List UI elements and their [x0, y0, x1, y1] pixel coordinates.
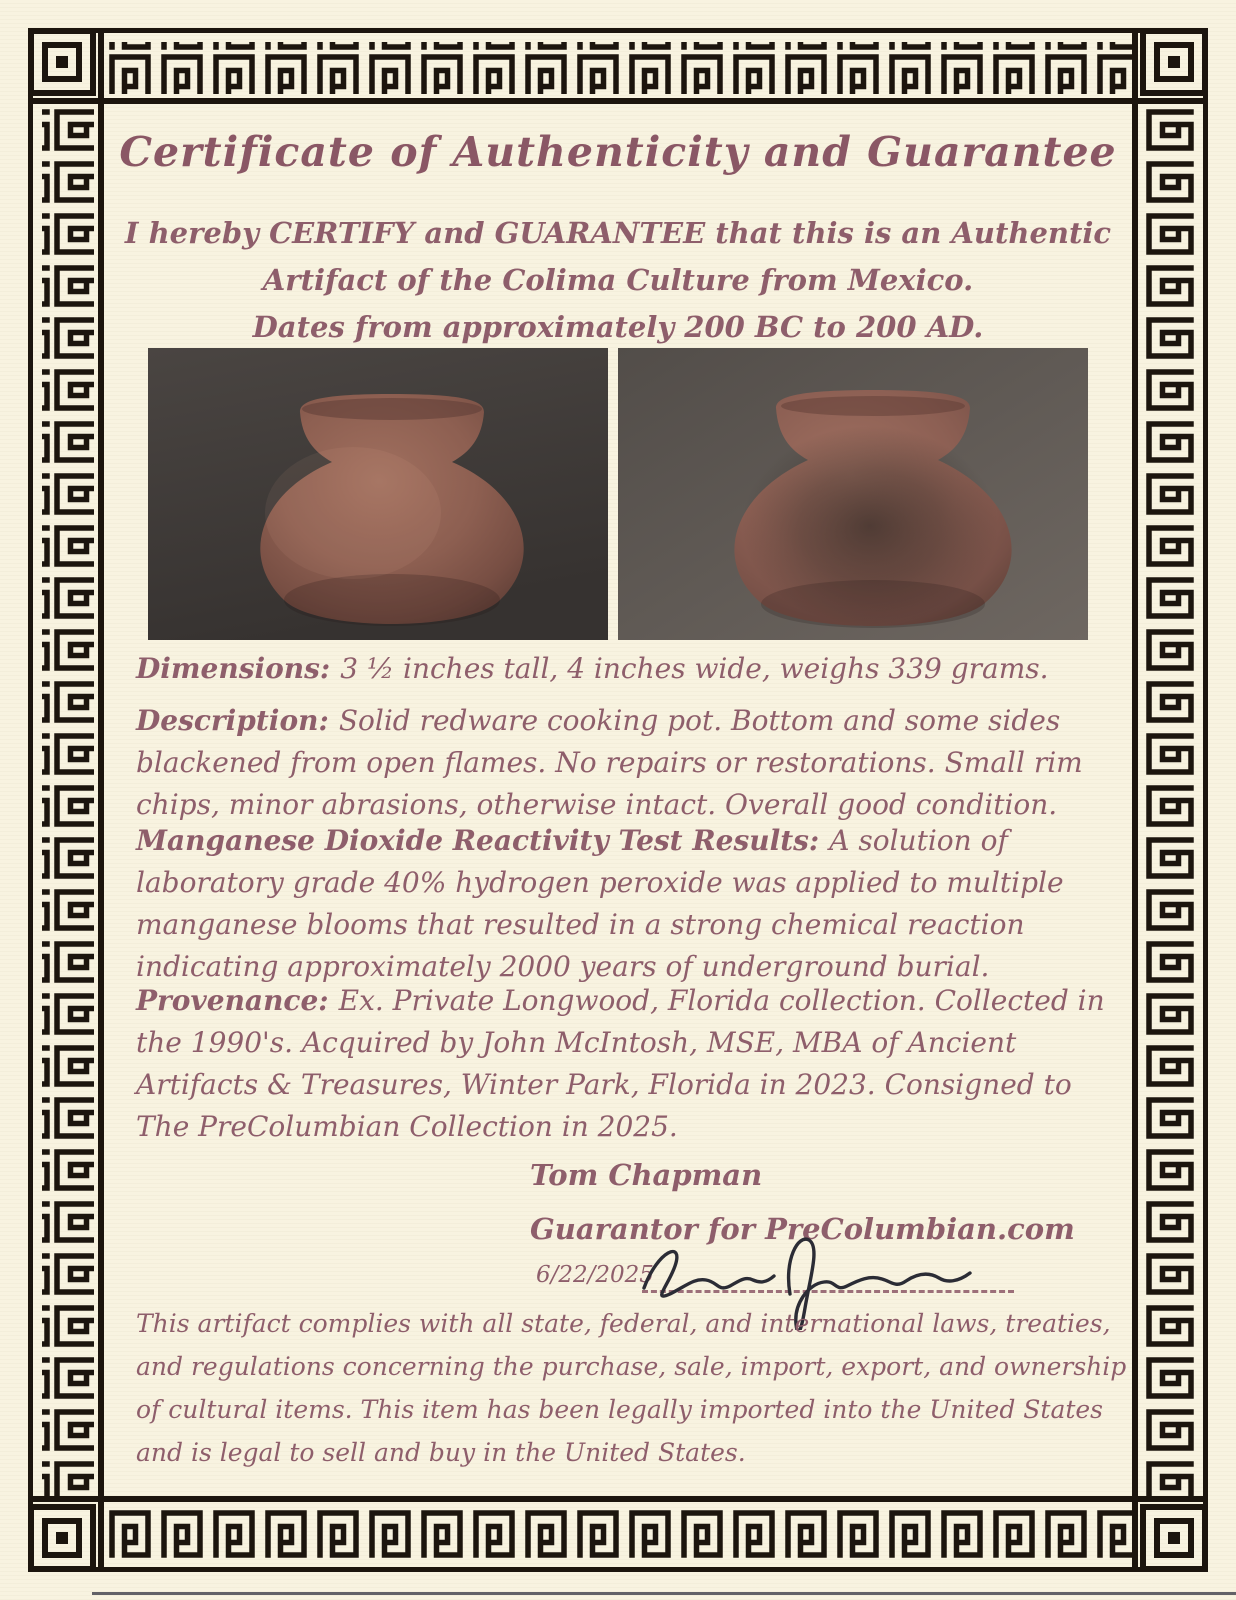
- section-provenance: [136, 980, 1124, 1148]
- section-dimensions: [136, 648, 1124, 690]
- section-description: [136, 700, 1124, 826]
- signature-line: [642, 1262, 1014, 1293]
- description-text: Solid redware cooking pot. Bottom and some sides blackened from open flames. No repairs or restorations. Small rim chips, minor abrasions, otherwise intact. Overall good condition.: [136, 704, 1083, 821]
- legal-disclaimer: This artifact complies with all state, federal, and international laws, treaties, and regulations concerning the purchase, sale, import, export, and ownership of cultural items. This item has been legally imported into the United States and is legal to sell and buy in the United States.: [136, 1309, 1127, 1467]
- dimensions-text: 3 ½ inches tall, 4 inches wide, weighs 339 grams.: [340, 652, 1049, 685]
- artifact-photo-right: [618, 348, 1088, 640]
- redware-pot-blackened-side-image: [618, 348, 1088, 640]
- statement-line-1: I hereby CERTIFY and GUARANTEE that this is an Authentic: [124, 216, 1112, 250]
- manganese-test-label: Manganese Dioxide Reactivity Test Results:: [136, 824, 820, 857]
- signatory-role: Guarantor for PreColumbian.com: [530, 1212, 1075, 1246]
- scan-artifact-line: [92, 1592, 1236, 1595]
- provenance-text: Ex. Private Longwood, Florida collection. Collected in the 1990's. Acquired by John McIntosh, MSE, MBA of Ancient Artifacts & Treasures, Winter Park, Florida in 2023. Consigned to The PreColumbian Collection in 2025.: [136, 984, 1105, 1143]
- description-label: Description:: [136, 704, 329, 737]
- signature-date: 6/22/2025: [536, 1262, 654, 1288]
- dimensions-label: Dimensions:: [136, 652, 331, 685]
- provenance-label: Provenance:: [136, 984, 329, 1017]
- section-manganese-test: [136, 820, 1124, 988]
- statement-line-2: Artifact of the Colima Culture from Mexico.: [262, 263, 974, 297]
- artifact-photo-left: [148, 348, 608, 640]
- statement-line-3: Dates from approximately 200 BC to 200 AD.: [252, 310, 984, 344]
- manganese-test-text: A solution of laboratory grade 40% hydrogen peroxide was applied to multiple manganese blooms that resulted in a strong chemical reaction indicating approximately 2000 years of underground burial.: [136, 824, 1064, 983]
- redware-pot-front-image: [148, 348, 608, 640]
- certificate-title: Certificate of Authenticity and Guarantee: [119, 128, 1117, 176]
- certification-statement: [118, 210, 1118, 351]
- signatory-name: Tom Chapman: [530, 1158, 763, 1192]
